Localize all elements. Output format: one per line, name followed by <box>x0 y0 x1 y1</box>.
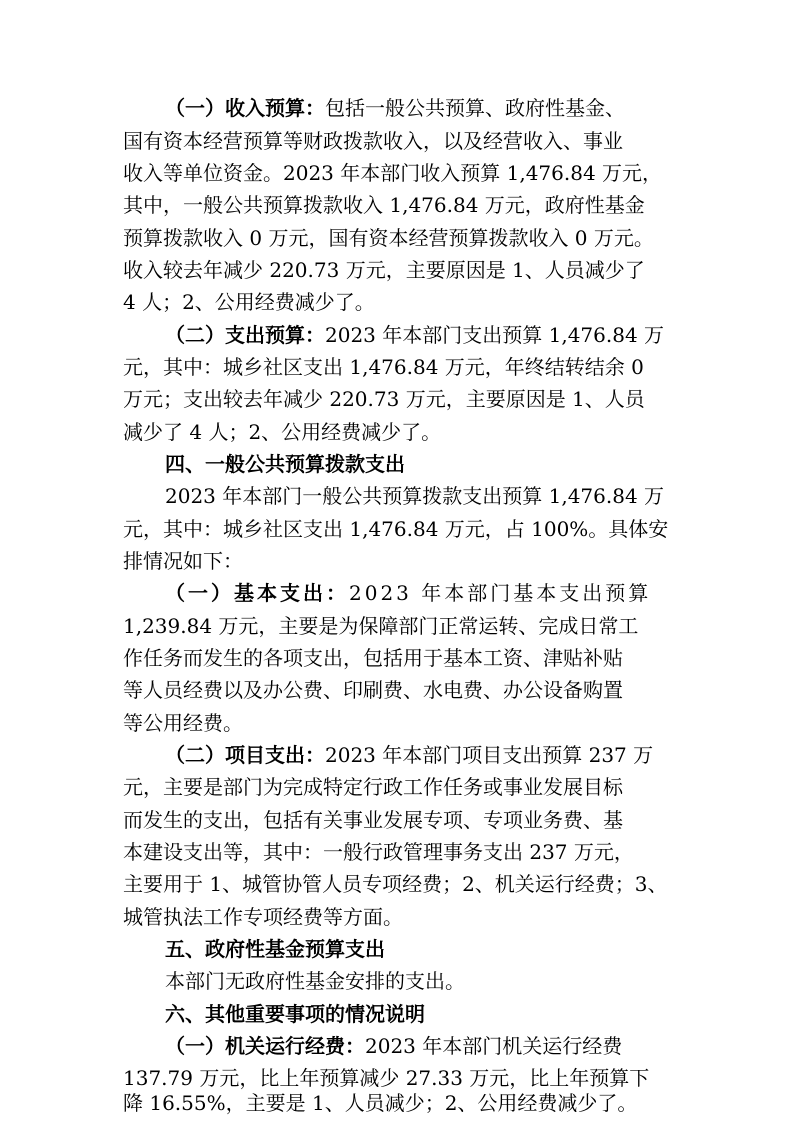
section-6-heading: 六、其他重要事项的情况说明 <box>165 1002 425 1026</box>
operating-cost-text: 2023 年本部门机关运行经费 <box>365 1034 623 1058</box>
section-4-line-3: 排情况如下： <box>123 549 243 573</box>
income-budget-line-3: 收入等单位资金。2023 年本部门收入预算 1,476.84 万元， <box>123 161 663 185</box>
income-budget-heading: （一）收入预算： <box>165 96 325 120</box>
project-expense-line-3: 而发生的支出，包括有关事业发展专项、专项业务费、基 <box>123 808 623 832</box>
project-expense-text: 2023 年本部门项目支出预算 237 万 <box>325 743 654 767</box>
section-4-heading: 四、一般公共预算拨款支出 <box>165 452 405 476</box>
project-expense-line-5: 主要用于 1、城管协管人员专项经费；2、机关运行经费；3、 <box>123 872 668 896</box>
expense-budget-line-2: 元，其中：城乡社区支出 1,476.84 万元，年终结转结余 0 <box>123 355 644 379</box>
section-5-line-1: 本部门无政府性基金安排的支出。 <box>165 969 465 993</box>
basic-expense-line-4: 等人员经费以及办公费、印刷费、水电费、办公设备购置 <box>123 678 623 702</box>
income-budget-line-1 <box>0 91 793 125</box>
income-budget-line-4: 其中，一般公共预算拨款收入 1,476.84 万元，政府性基金 <box>123 193 645 217</box>
basic-expense-heading: （一）基本支出： <box>165 581 349 605</box>
basic-expense-line-3: 作任务而发生的各项支出，包括用于基本工资、津贴补贴 <box>123 646 623 670</box>
expense-budget-line-1 <box>0 318 793 352</box>
operating-cost-line-2: 137.79 万元，比上年预算减少 27.33 万元，比上年预算下 <box>123 1066 650 1090</box>
section-5-heading: 五、政府性基金预算支出 <box>165 937 385 961</box>
project-expense-line-6: 城管执法工作专项经费等方面。 <box>123 905 403 929</box>
income-budget-line-5: 预算拨款收入 0 万元，国有资本经营预算拨款收入 0 万元。 <box>123 226 654 250</box>
basic-expense-line-5: 等公用经费。 <box>123 711 243 735</box>
project-expense-line-2: 元，主要是部门为完成特定行政工作任务或事业发展目标 <box>123 775 623 799</box>
expense-budget-heading: （二）支出预算： <box>165 323 325 347</box>
income-budget-line-6: 收入较去年减少 220.73 万元，主要原因是 1、人员减少了 <box>123 258 645 282</box>
operating-cost-line-1 <box>0 1029 793 1063</box>
project-expense-line-1 <box>0 738 793 772</box>
basic-expense-line-2: 1,239.84 万元，主要是为保障部门正常运转、完成日常工 <box>123 614 639 638</box>
basic-expense-line-1 <box>0 576 793 610</box>
project-expense-heading: （二）项目支出： <box>165 743 325 767</box>
section-4-line-2: 元，其中：城乡社区支出 1,476.84 万元，占 100%。具体安 <box>123 517 669 541</box>
expense-budget-line-4: 减少了 4 人；2、公用经费减少了。 <box>123 420 442 444</box>
expense-budget-line-3: 万元；支出较去年减少 220.73 万元，主要原因是 1、人员 <box>123 387 645 411</box>
operating-cost-line-3: 降 16.55%，主要是 1、人员减少；2、公用经费减少了。 <box>123 1091 638 1115</box>
basic-expense-text: 2023 年本部门基本支出预算 <box>349 581 652 605</box>
operating-cost-heading: （一）机关运行经费： <box>165 1034 365 1058</box>
income-budget-line-2: 国有资本经营预算等财政拨款收入，以及经营收入、事业 <box>123 129 623 153</box>
project-expense-line-4: 本建设支出等，其中：一般行政管理事务支出 237 万元， <box>123 840 634 864</box>
section-4-line-1: 2023 年本部门一般公共预算拨款支出预算 1,476.84 万 <box>165 484 665 508</box>
expense-budget-text: 2023 年本部门支出预算 1,476.84 万 <box>325 323 665 347</box>
income-budget-text: 包括一般公共预算、政府性基金、 <box>325 96 625 120</box>
income-budget-line-7: 4 人；2、公用经费减少了。 <box>123 290 375 314</box>
